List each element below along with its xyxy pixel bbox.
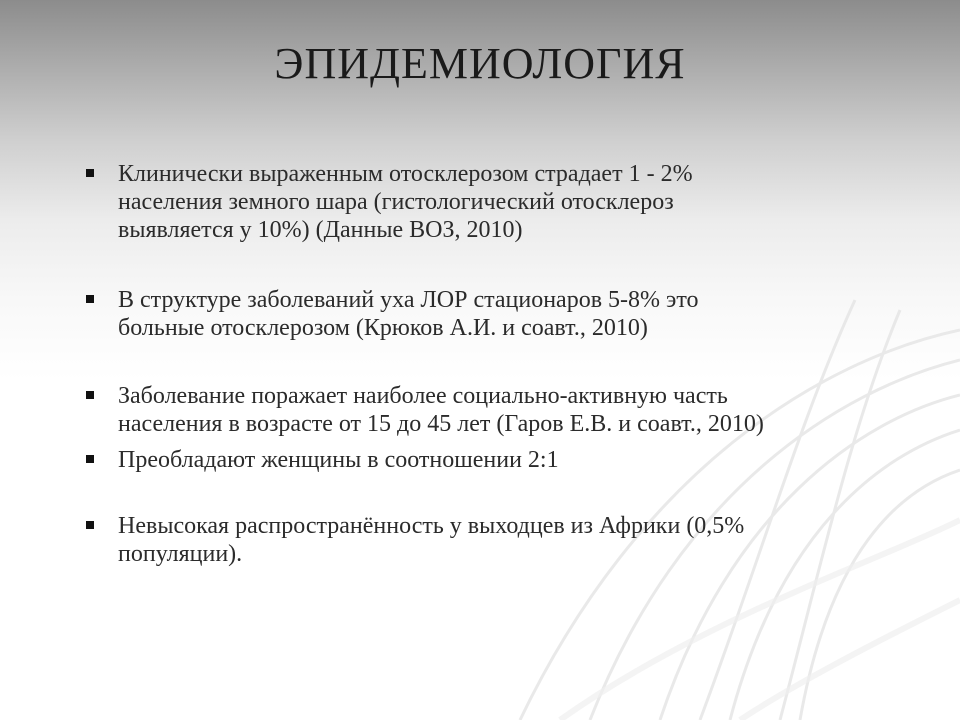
square-bullet-icon <box>86 455 94 463</box>
bullet-text: Невысокая распространённость у выходцев из Африки (0,5% популяции). <box>118 513 745 567</box>
bullet-text: В структуре заболеваний уха ЛОР стационаров 5-8% это больные отосклерозом (Крюков А.И. и соавт., 2010) <box>118 287 699 341</box>
square-bullet-icon <box>86 295 94 303</box>
bullet-item <box>86 286 886 342</box>
bullet-item <box>86 160 886 244</box>
bullet-text: Клинически выраженным отосклерозом страдает 1 - 2% населения земного шара (гистологический отосклероз выявляется у 10%) (Данные ВОЗ, 2010) <box>118 161 693 243</box>
slide-title: ЭПИДЕМИОЛОГИЯ <box>274 39 686 88</box>
square-bullet-icon <box>86 391 94 399</box>
square-bullet-icon <box>86 521 94 529</box>
bullet-item <box>86 512 886 568</box>
bullet-text: Заболевание поражает наиболее социально-активную часть населения в возрасте от 15 до 45 лет (Гаров Е.В. и соавт., 2010) <box>118 383 764 437</box>
bullet-item <box>86 446 886 474</box>
bullet-text: Преобладают женщины в соотношении 2:1 <box>118 447 559 473</box>
square-bullet-icon <box>86 169 94 177</box>
bullet-item <box>86 382 886 438</box>
